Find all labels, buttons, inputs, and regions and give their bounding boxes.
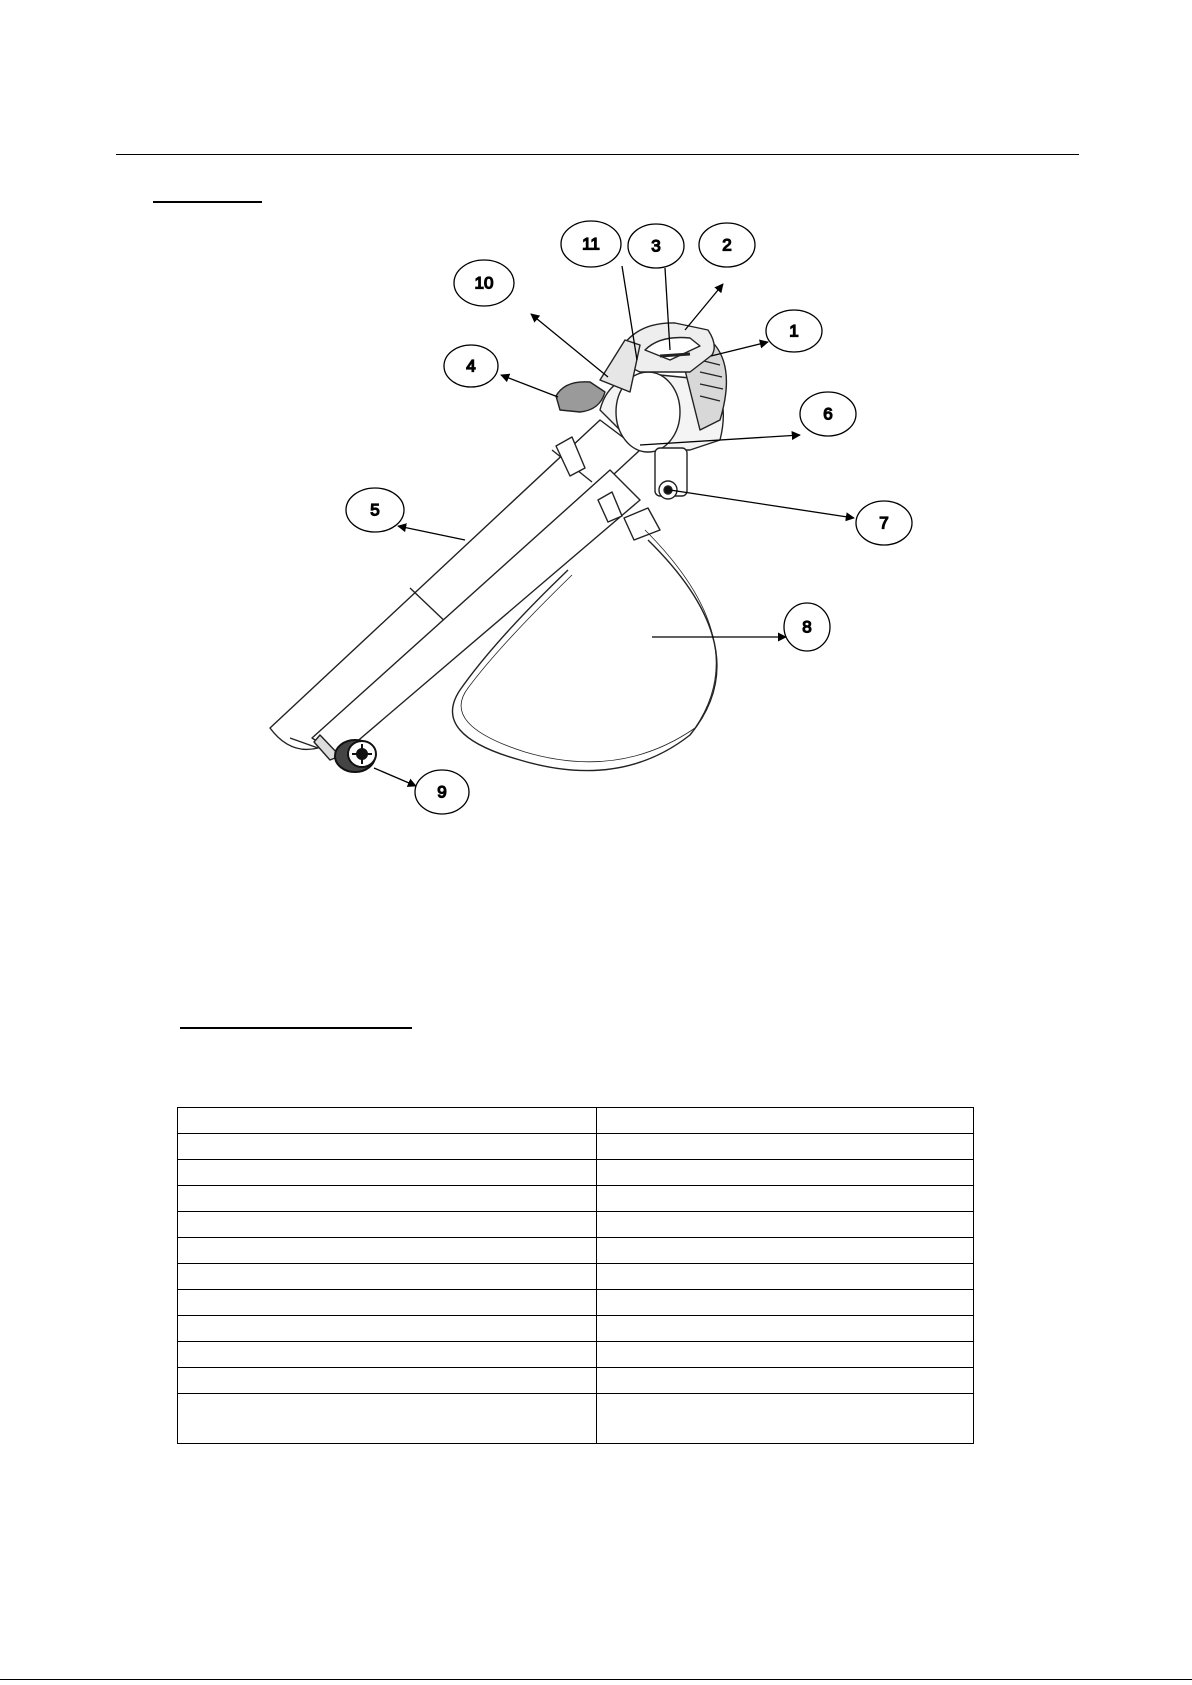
svg-text:11: 11	[582, 234, 600, 254]
table-cell	[597, 1342, 974, 1368]
table-row	[178, 1212, 974, 1238]
table-cell	[178, 1316, 597, 1342]
table-cell	[597, 1290, 974, 1316]
callout-8	[784, 603, 830, 651]
table-row	[178, 1108, 974, 1134]
svg-text:8: 8	[802, 617, 812, 637]
table-cell	[178, 1160, 597, 1186]
svg-text:10: 10	[474, 273, 494, 293]
table-row	[178, 1134, 974, 1160]
callout-6	[800, 392, 856, 436]
callout-4	[444, 345, 498, 387]
section-heading-underline-specifications	[180, 1027, 412, 1029]
svg-text:1: 1	[789, 321, 799, 341]
table-cell	[178, 1264, 597, 1290]
table-row	[178, 1160, 974, 1186]
table-cell	[178, 1290, 597, 1316]
specifications-table	[177, 1107, 974, 1444]
table-row	[178, 1186, 974, 1212]
svg-text:6: 6	[823, 404, 833, 424]
table-cell	[597, 1212, 974, 1238]
table-cell	[597, 1238, 974, 1264]
table-cell	[178, 1108, 597, 1134]
table-cell	[597, 1160, 974, 1186]
table-cell	[178, 1238, 597, 1264]
table-row	[178, 1290, 974, 1316]
table-cell	[178, 1342, 597, 1368]
table-cell	[178, 1394, 597, 1444]
table-cell	[597, 1316, 974, 1342]
table-cell	[597, 1134, 974, 1160]
table-cell	[178, 1368, 597, 1394]
table-cell	[178, 1134, 597, 1160]
svg-text:7: 7	[879, 513, 889, 533]
svg-text:9: 9	[437, 782, 447, 802]
callout-1	[766, 310, 822, 352]
wheel-icon	[335, 740, 376, 772]
table-cell	[178, 1186, 597, 1212]
footer-rule	[0, 1679, 1192, 1680]
table-cell	[597, 1394, 974, 1444]
table-row	[178, 1368, 974, 1394]
table-cell	[597, 1108, 974, 1134]
callout-7	[856, 501, 912, 545]
table-cell	[597, 1186, 974, 1212]
svg-text:5: 5	[370, 500, 380, 520]
table-row	[178, 1238, 974, 1264]
table-cell	[178, 1212, 597, 1238]
callout-3	[628, 224, 684, 268]
table-row	[178, 1264, 974, 1290]
table-row	[178, 1394, 974, 1444]
svg-text:4: 4	[466, 356, 476, 376]
table-cell	[597, 1264, 974, 1290]
callout-10	[454, 260, 514, 306]
svg-text:2: 2	[722, 235, 732, 255]
callout-2	[699, 223, 755, 267]
blower-vacuum-drawing	[270, 323, 726, 772]
callout-9	[415, 770, 469, 814]
callout-11	[561, 221, 621, 267]
callout-5	[346, 488, 404, 532]
table-row	[178, 1316, 974, 1342]
table-cell	[597, 1368, 974, 1394]
table-row	[178, 1342, 974, 1368]
svg-text:3: 3	[651, 236, 661, 256]
